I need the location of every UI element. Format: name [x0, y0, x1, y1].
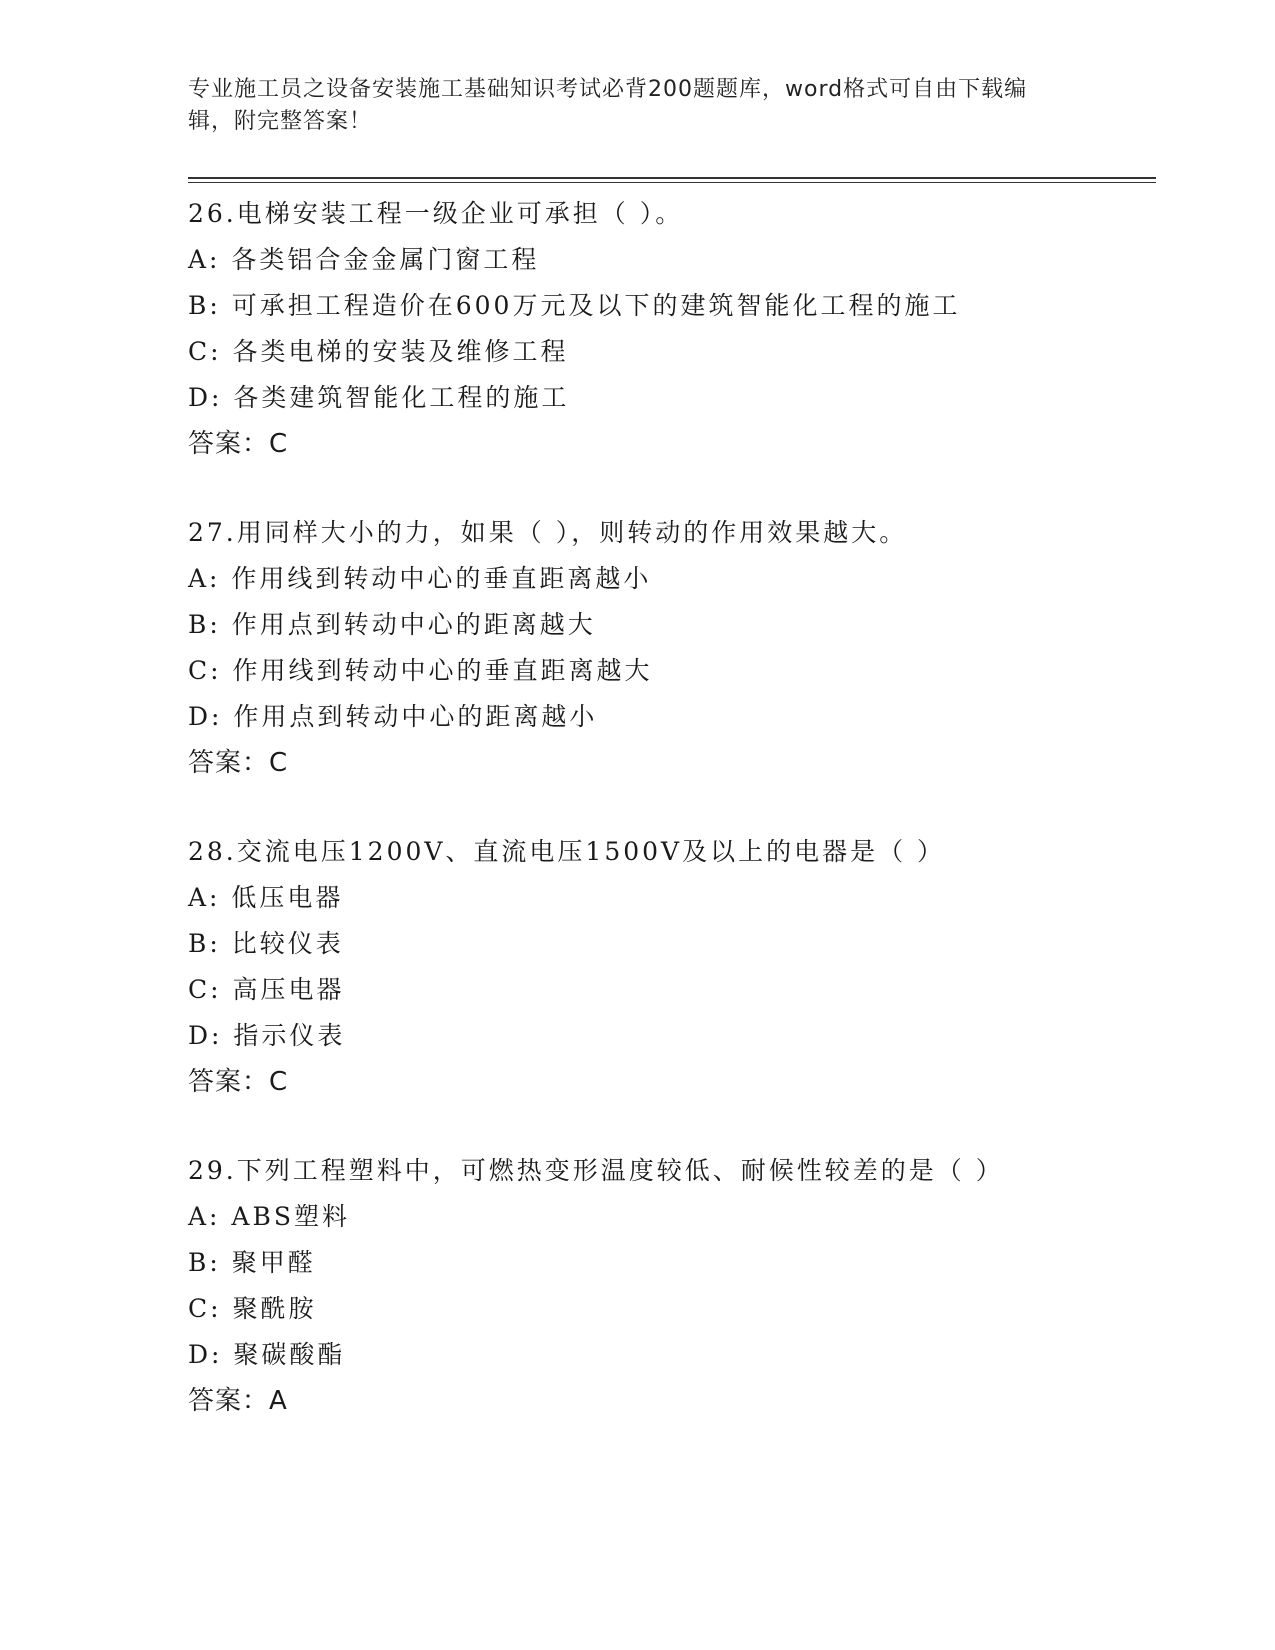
question-stem: 26.电梯安装工程一级企业可承担（ ）。: [188, 199, 684, 228]
option-b: B: 比较仪表: [188, 929, 344, 958]
option-c: C: 作用线到转动中心的垂直距离越大: [188, 656, 653, 685]
option-c: C: 聚酰胺: [188, 1294, 317, 1323]
answer: 答案：A: [188, 1386, 288, 1416]
option-c: C: 高压电器: [188, 975, 345, 1004]
option-d: D: 各类建筑智能化工程的施工: [188, 383, 570, 412]
question-stem: 28.交流电压1200V、直流电压1500V及以上的电器是（ ）: [188, 837, 946, 866]
answer: 答案：C: [188, 429, 289, 459]
option-a: A: 各类铝合金金属门窗工程: [188, 245, 540, 274]
option-b: B: 作用点到转动中心的距离越大: [188, 610, 596, 639]
option-b: B: 聚甲醛: [188, 1248, 316, 1277]
question-stem: 29.下列工程塑料中，可燃热变形温度较低、耐候性较差的是（ ）: [188, 1156, 1004, 1185]
option-b: B: 可承担工程造价在600万元及以下的建筑智能化工程的施工: [188, 291, 961, 320]
answer: 答案：C: [188, 748, 289, 778]
option-d: D: 指示仪表: [188, 1021, 346, 1050]
option-a: A: 低压电器: [188, 883, 344, 912]
question-27: [188, 510, 1156, 786]
header-divider-thick: [188, 177, 1156, 179]
question-list: [188, 191, 1156, 1467]
question-29: [188, 1148, 1156, 1424]
question-28: [188, 829, 1156, 1105]
option-d: D: 作用点到转动中心的距离越小: [188, 702, 598, 731]
header-divider-thin: [188, 182, 1156, 183]
option-d: D: 聚碳酸酯: [188, 1340, 346, 1369]
option-a: A: 作用线到转动中心的垂直距离越小: [188, 564, 652, 593]
document-header: 专业施工员之设备安装施工基础知识考试必背200题题库，word格式可自由下载编辑，附完整答案！: [188, 77, 1028, 134]
question-26: [188, 191, 1156, 467]
option-c: C: 各类电梯的安装及维修工程: [188, 337, 569, 366]
option-a: A: ABS塑料: [188, 1202, 350, 1231]
answer: 答案：C: [188, 1067, 289, 1097]
question-stem: 27.用同样大小的力，如果（ ），则转动的作用效果越大。: [188, 518, 908, 547]
